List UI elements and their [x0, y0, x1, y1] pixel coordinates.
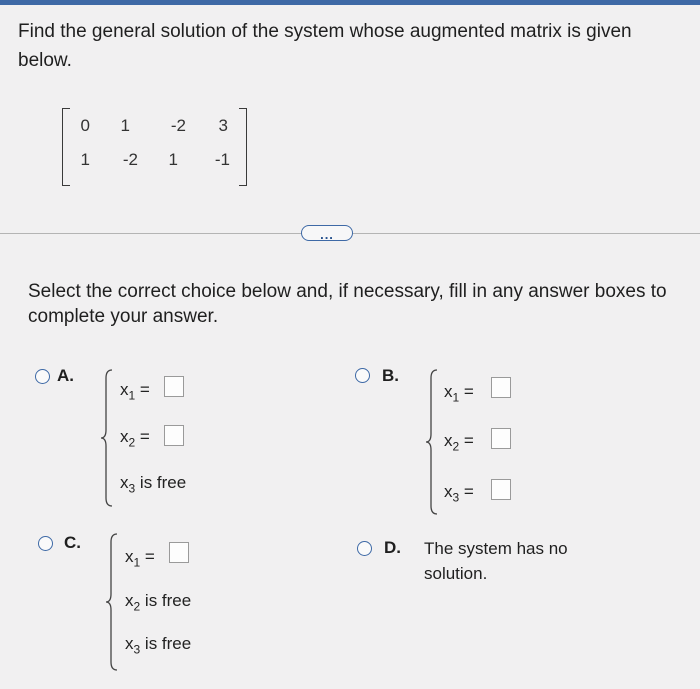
option-b-x1-label [444, 382, 474, 404]
var-sub: 1 [452, 390, 460, 405]
option-c-x1-input[interactable] [169, 542, 189, 563]
option-d-label: D. [384, 538, 401, 557]
var-sub: 3 [452, 490, 460, 505]
var-x: x [444, 482, 453, 501]
option-b-x3-label [444, 482, 474, 504]
var-sub: 2 [133, 599, 141, 614]
var-x: x [125, 634, 134, 653]
option-a-brace [100, 368, 114, 508]
option-a-x2-input[interactable] [164, 425, 184, 446]
matrix-cell-r1c1: 0 [80, 116, 90, 135]
matrix-cell-r2c1: 1 [80, 150, 90, 169]
equals-sign: = [463, 431, 474, 450]
var-x: x [444, 431, 453, 450]
equals-sign: = [463, 382, 474, 401]
var-sub: 3 [128, 481, 136, 496]
more-button-dots: ... [320, 227, 334, 242]
instruction-text: Select the correct choice below and, if necessary, fill in any answer boxes to complete your answer. [28, 281, 667, 327]
option-d-text-line2: solution. [424, 564, 488, 583]
option-a-label: A. [57, 366, 74, 385]
radio-option-a[interactable] [35, 369, 50, 384]
var-sub: 1 [128, 388, 136, 403]
equals-sign: = [139, 380, 150, 399]
matrix-cell-r2c4: -1 [214, 150, 230, 169]
option-b-label: B. [382, 366, 399, 385]
radio-option-d[interactable] [357, 541, 372, 556]
matrix-right-bracket [239, 108, 247, 186]
option-c-x3-free [125, 634, 191, 656]
matrix-cell-r2c2: -2 [122, 150, 138, 169]
equals-sign: = [144, 547, 155, 566]
matrix-cell-r2c3: 1 [168, 150, 178, 169]
matrix-cell-r1c2: 1 [120, 116, 130, 135]
option-a-x1-label [120, 380, 150, 402]
radio-option-b[interactable] [355, 368, 370, 383]
var-x: x [120, 427, 129, 446]
option-b-x2-input[interactable] [491, 428, 511, 449]
augmented-matrix [62, 108, 247, 184]
var-x: x [120, 380, 129, 399]
free-text: is free [144, 634, 192, 653]
show-more-button[interactable] [301, 225, 353, 241]
var-x: x [444, 382, 453, 401]
top-accent-bar [0, 0, 700, 5]
var-sub: 2 [452, 439, 460, 454]
free-text: is free [139, 473, 187, 492]
option-d-text-line1: The system has no [424, 539, 568, 558]
var-sub: 2 [128, 435, 136, 450]
matrix-cell-r1c4: 3 [218, 116, 228, 135]
var-x: x [125, 591, 134, 610]
var-sub: 3 [133, 642, 141, 657]
radio-option-c[interactable] [38, 536, 53, 551]
option-b-x3-input[interactable] [491, 479, 511, 500]
option-c-x2-free [125, 591, 191, 613]
option-c-brace [105, 532, 119, 672]
option-b-x2-label [444, 431, 474, 453]
var-x: x [125, 547, 134, 566]
option-a-x2-label [120, 427, 150, 449]
free-text: is free [144, 591, 192, 610]
var-sub: 1 [133, 555, 141, 570]
equals-sign: = [463, 482, 474, 501]
option-b-brace [425, 368, 439, 516]
option-c-label: C. [64, 533, 81, 552]
option-c-x1-label [125, 547, 155, 569]
equals-sign: = [139, 427, 150, 446]
question-text: Find the general solution of the system whose augmented matrix is given below. [18, 21, 632, 71]
var-x: x [120, 473, 129, 492]
option-a-x1-input[interactable] [164, 376, 184, 397]
option-a-x3-free [120, 473, 186, 495]
matrix-cell-r1c3: -2 [170, 116, 186, 135]
option-b-x1-input[interactable] [491, 377, 511, 398]
